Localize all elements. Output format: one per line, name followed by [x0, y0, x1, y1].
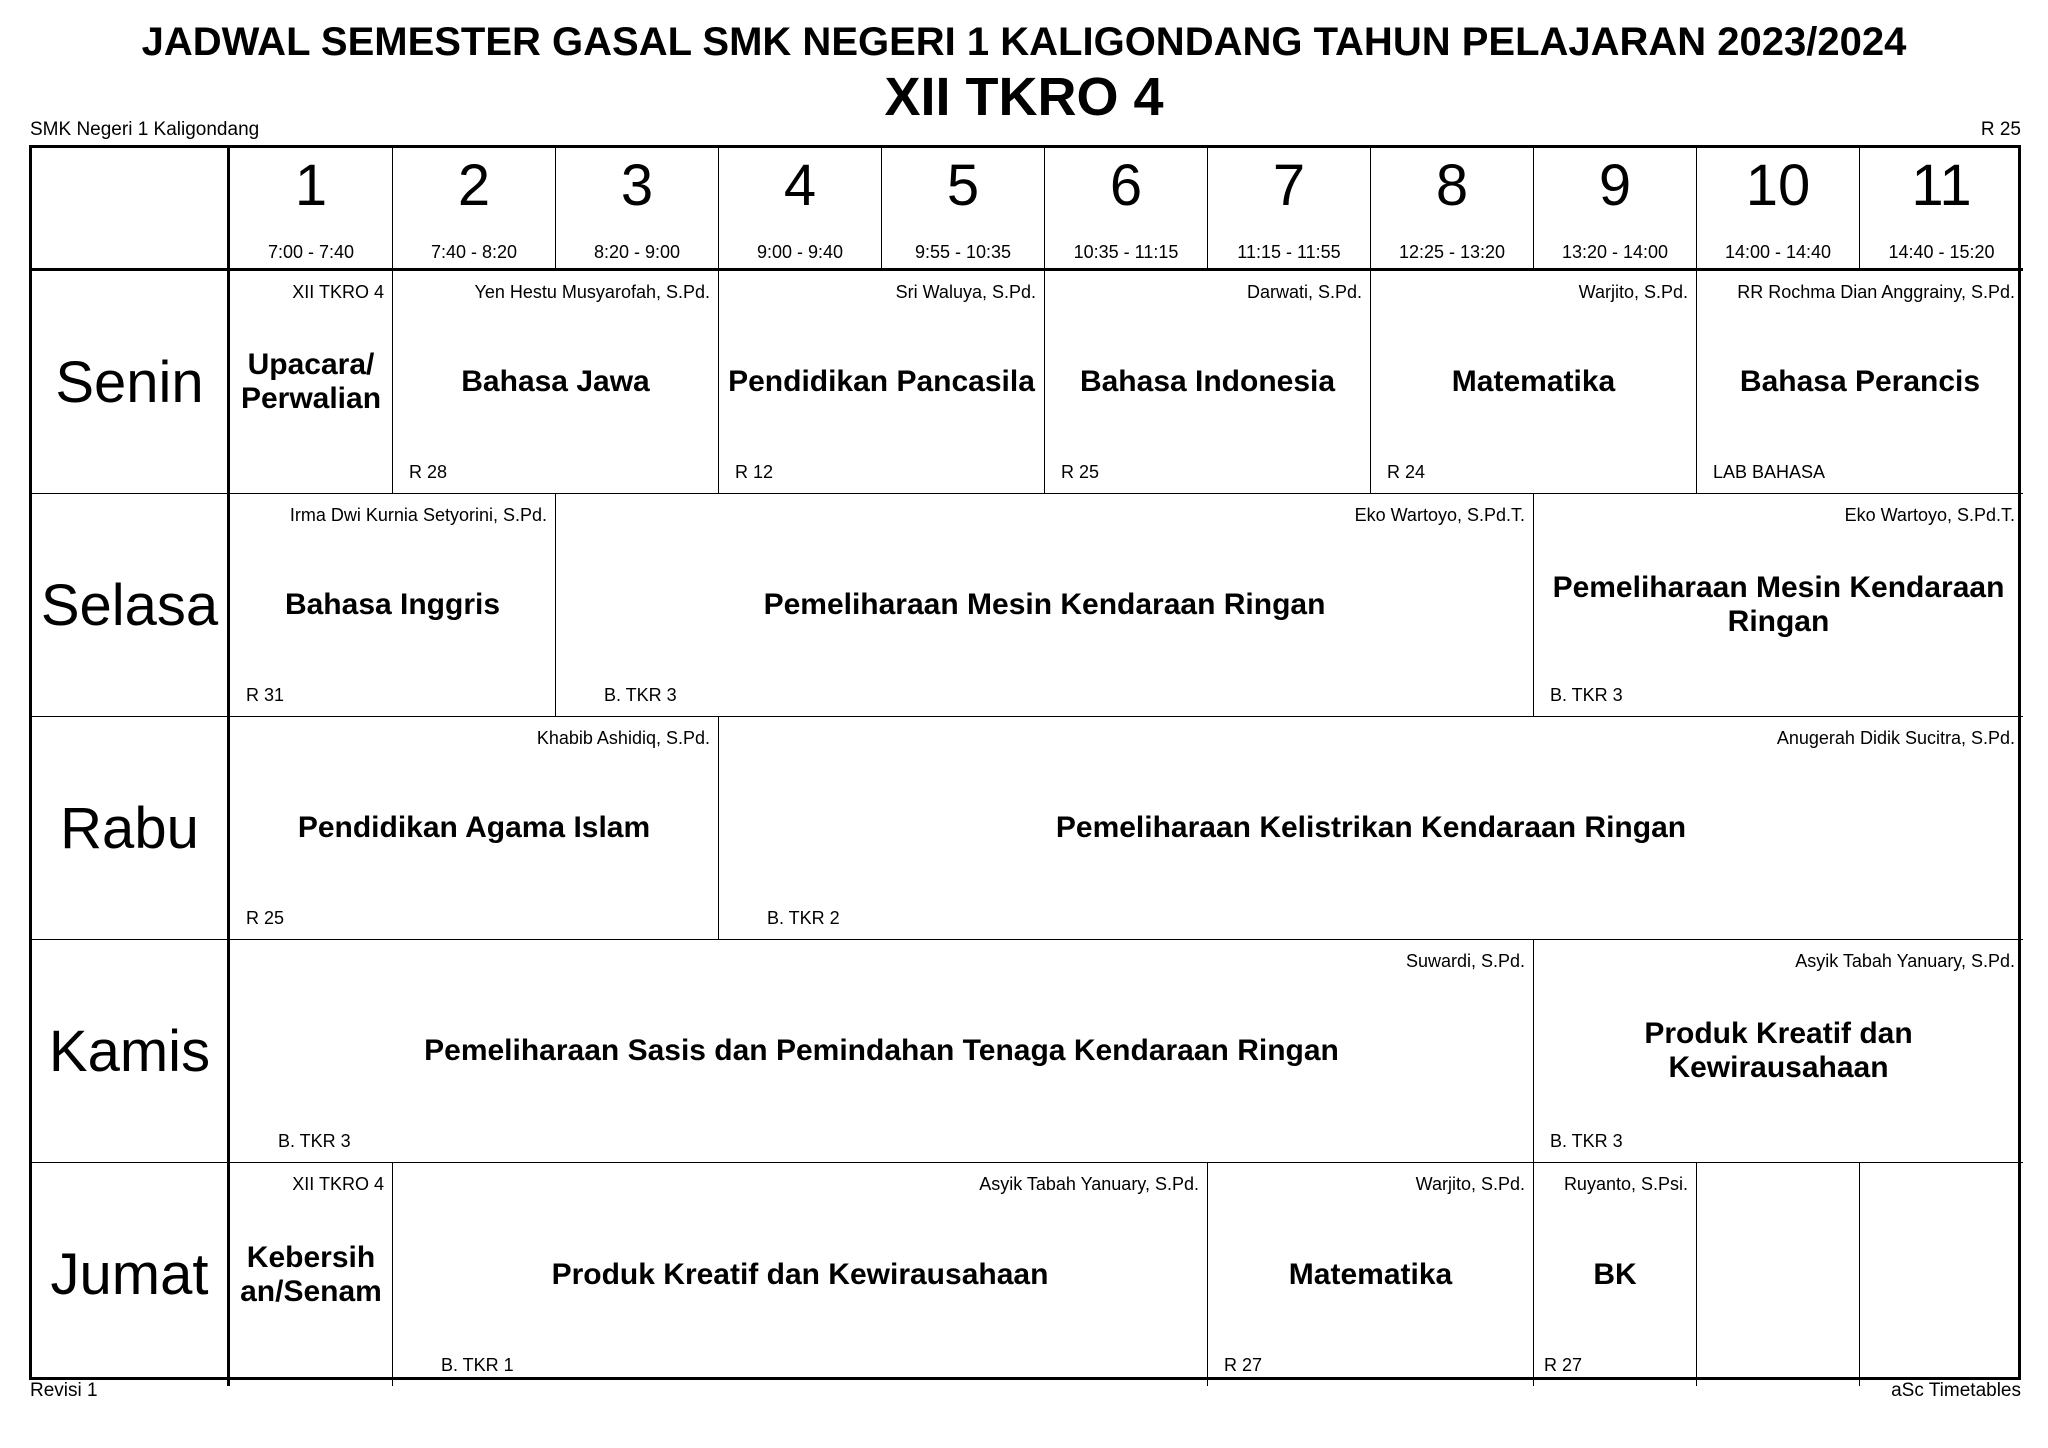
lesson-room: R 27 [1544, 1355, 1583, 1375]
period-header [393, 148, 556, 271]
lesson-subject: Matematika [1288, 1257, 1453, 1291]
software-label: aSc Timetables [1891, 1380, 2021, 1401]
lesson-cell [1697, 271, 2023, 494]
period-time: 11:15 - 11:55 [1237, 242, 1341, 262]
lesson-cell [230, 271, 393, 494]
lesson-teacher: Anugerah Didik Sucitra, S.Pd. [1776, 728, 2015, 748]
period-header [1697, 148, 1860, 271]
period-time: 9:00 - 9:40 [756, 242, 844, 262]
lesson-subject: Bahasa Indonesia [1079, 365, 1336, 398]
lesson-cell [230, 717, 719, 940]
lesson-teacher: XII TKRO 4 [292, 1174, 384, 1194]
school-name: SMK Negeri 1 Kaligondang [30, 119, 260, 140]
lesson-teacher: Sri Waluya, S.Pd. [895, 282, 1036, 302]
lesson-subject: Bahasa Jawa [461, 365, 650, 398]
lesson-room: B. TKR 3 [1550, 1131, 1623, 1151]
lesson-cell [1045, 271, 1371, 494]
lesson-subject: Upacara/ Perwalian [240, 348, 382, 415]
lesson-teacher: Khabib Ashidiq, S.Pd. [536, 728, 710, 748]
period-time: 8:20 - 9:00 [593, 242, 681, 262]
lesson-room: B. TKR 1 [441, 1355, 514, 1375]
lesson-teacher: Eko Wartoyo, S.Pd.T. [1844, 505, 2015, 525]
lesson-room: B. TKR 3 [1550, 685, 1623, 705]
lesson-room: R 25 [246, 908, 285, 928]
lesson-room: R 31 [246, 685, 285, 705]
period-number: 1 [294, 153, 328, 218]
timetable-grid [29, 145, 2021, 1380]
period-time: 12:25 - 13:20 [1398, 242, 1506, 262]
lesson-subject: Pemeliharaan Mesin Kendaraan Ringan [763, 588, 1326, 621]
day-label: Rabu [32, 717, 230, 940]
lesson-teacher: Ruyanto, S.Psi. [1563, 1174, 1688, 1194]
lesson-room: B. TKR 3 [278, 1131, 351, 1151]
period-number: 6 [1109, 153, 1143, 218]
revision-label: Revisi 1 [30, 1380, 98, 1401]
class-name: XII TKRO 4 [884, 67, 1164, 127]
period-header [882, 148, 1045, 271]
period-header [1534, 148, 1697, 271]
lesson-cell [393, 1163, 1208, 1386]
day-label: Kamis [32, 940, 230, 1163]
lesson-teacher: RR Rochma Dian Anggrainy, S.Pd. [1737, 282, 2015, 302]
grid-corner [32, 148, 230, 271]
lesson-room: B. TKR 3 [604, 685, 677, 705]
period-number: 5 [946, 153, 980, 218]
period-header [1371, 148, 1534, 271]
period-header [230, 148, 393, 271]
lesson-room: LAB BAHASA [1713, 462, 1826, 482]
day-label: Selasa [32, 494, 230, 717]
lesson-subject: Matematika [1451, 365, 1616, 398]
period-number: 11 [1911, 153, 1972, 218]
lesson-subject: Bahasa Inggris [284, 588, 501, 621]
lesson-teacher: Darwati, S.Pd. [1246, 282, 1362, 302]
lesson-teacher: Asyik Tabah Yanuary, S.Pd. [1795, 951, 2015, 971]
period-number: 9 [1598, 153, 1632, 218]
lesson-subject: Kebersih an/Senam [240, 1240, 382, 1308]
lesson-room: R 12 [735, 462, 774, 482]
period-header [556, 148, 719, 271]
period-time: 7:00 - 7:40 [267, 242, 355, 262]
home-room: R 25 [1980, 119, 2021, 140]
lesson-cell [1534, 1163, 1697, 1386]
lesson-subject: Pendidikan Pancasila [728, 365, 1035, 398]
lesson-subject: Produk Kreatif dan Kewirausahaan [551, 1257, 1049, 1291]
lesson-subject: Produk Kreatif dan Kewirausahaan [1644, 1017, 1913, 1084]
lesson-cell [1534, 494, 2023, 717]
lesson-teacher: XII TKRO 4 [292, 282, 384, 302]
period-header [1208, 148, 1371, 271]
period-time: 14:00 - 14:40 [1724, 242, 1832, 262]
lesson-cell [1860, 1163, 2023, 1386]
day-label: Senin [32, 271, 230, 494]
period-number: 8 [1435, 153, 1469, 218]
period-number: 3 [620, 153, 654, 218]
lesson-subject: Pendidikan Agama Islam [297, 811, 651, 844]
lesson-cell [1371, 271, 1697, 494]
period-number: 10 [1745, 153, 1811, 218]
lesson-cell [1208, 1163, 1534, 1386]
lesson-room: R 24 [1387, 462, 1426, 482]
lesson-room: R 25 [1061, 462, 1100, 482]
lesson-subject: BK [1593, 1257, 1637, 1291]
period-time: 13:20 - 14:00 [1561, 242, 1669, 262]
lesson-cell [1697, 1163, 1860, 1386]
lesson-cell [719, 717, 2023, 940]
day-label: Jumat [32, 1163, 230, 1386]
lesson-teacher: Suwardi, S.Pd. [1405, 951, 1525, 971]
lesson-cell [556, 494, 1534, 717]
lesson-cell [393, 271, 719, 494]
lesson-cell [230, 1163, 393, 1386]
lesson-cell [719, 271, 1045, 494]
period-header [719, 148, 882, 271]
lesson-subject: Pemeliharaan Sasis dan Pemindahan Tenaga Kendaraan Ringan [424, 1034, 1339, 1067]
lesson-room: B. TKR 2 [767, 908, 840, 928]
lesson-teacher: Yen Hestu Musyarofah, S.Pd. [474, 282, 710, 302]
period-number: 4 [783, 153, 817, 218]
lesson-subject: Pemeliharaan Mesin Kendaraan Ringan [1552, 571, 2005, 638]
period-time: 14:40 - 15:20 [1888, 242, 1995, 262]
lesson-teacher: Eko Wartoyo, S.Pd.T. [1354, 505, 1525, 525]
period-number: 2 [457, 153, 491, 218]
lesson-cell [230, 494, 556, 717]
lesson-room: R 27 [1224, 1355, 1263, 1375]
lesson-teacher: Irma Dwi Kurnia Setyorini, S.Pd. [289, 505, 547, 525]
lesson-teacher: Warjito, S.Pd. [1578, 282, 1688, 302]
lesson-subject: Bahasa Perancis [1739, 365, 1981, 398]
period-time: 10:35 - 11:15 [1073, 242, 1179, 262]
lesson-cell [230, 940, 1534, 1163]
lesson-cell [1534, 940, 2023, 1163]
lesson-teacher: Asyik Tabah Yanuary, S.Pd. [979, 1174, 1199, 1194]
lesson-room: R 28 [409, 462, 448, 482]
period-header [1860, 148, 2023, 271]
period-header [1045, 148, 1208, 271]
document-title: JADWAL SEMESTER GASAL SMK NEGERI 1 KALIGONDANG TAHUN PELAJARAN 2023/2024 [141, 20, 1907, 64]
lesson-subject: Pemeliharaan Kelistrikan Kendaraan Ringan [1055, 811, 1687, 844]
period-time: 9:55 - 10:35 [914, 242, 1012, 262]
lesson-teacher: Warjito, S.Pd. [1415, 1174, 1525, 1194]
period-number: 7 [1272, 153, 1306, 218]
period-time: 7:40 - 8:20 [430, 242, 518, 262]
